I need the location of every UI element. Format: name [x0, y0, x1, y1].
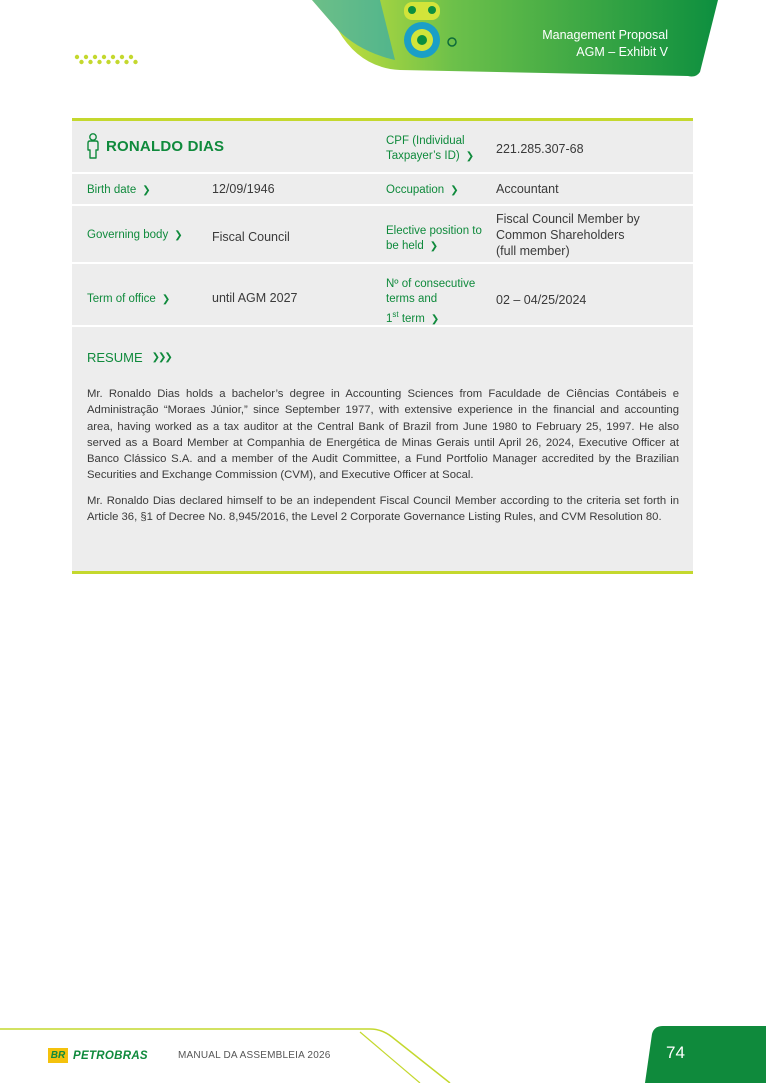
- decorative-dots: [74, 54, 144, 66]
- triple-chevron-icon: ❯❯❯: [151, 352, 171, 363]
- profile-name: [86, 133, 224, 159]
- resume-paragraph-2: Mr. Ronaldo Dias declared himself to be an independent Fiscal Council Member according to the criteria set forth in Article 36, §1 of Decree No. 8,945/2016, the Level 2 Corporate Governance Listing Rules, and CVM Resolution 80.: [87, 495, 679, 524]
- person-icon: [86, 133, 100, 159]
- elective-position-label: [386, 224, 482, 254]
- birth-date-label: [87, 183, 151, 198]
- profile-card: [72, 118, 693, 574]
- cpf-value: 221.285.307-68: [496, 142, 584, 156]
- consec-label-line3: 1: [386, 312, 393, 325]
- term-of-office-label-text: Term of office: [87, 293, 156, 305]
- resume-paragraph-1: Mr. Ronaldo Dias holds a bachelor’s degree in Accounting Sciences from Faculdade de Ciências Contábeis e Administração “Moraes Júnior,” since September 1977, with extensive experience in the financial and accounting area, having worked as a tax auditor at the Central Bank of Brazil from June 1980 to February 25, 1997. He also served as a Board Member at Companhia de Energética de Minas Gerais until April 26, 2024, Executive Officer at Banco Clássico S.A. and a member of the Audit Committee, a Fund Portfolio Manager accredited by the Brazilian Securities and Exchange Commission (CVM), and Executive Officer at Socal.: [87, 388, 679, 482]
- occupation-value: Accountant: [496, 182, 559, 196]
- br-logo-mark: BR: [48, 1048, 68, 1063]
- page-number: 74: [666, 1043, 685, 1062]
- governing-body-label: [87, 228, 183, 243]
- consec-label-line1: Nº of consecutive: [386, 278, 476, 290]
- footer-manual-title: MANUAL DA ASSEMBLEIA 2026: [178, 1050, 331, 1061]
- consec-label-rest: term: [398, 312, 425, 325]
- cpf-label-line2: Taxpayer’s ID): [386, 150, 460, 162]
- consecutive-terms-value: 02 – 04/25/2024: [496, 293, 587, 307]
- term-of-office-label: [87, 292, 170, 307]
- chevron-right-icon: ❯: [430, 313, 440, 325]
- header-title: [542, 27, 668, 61]
- governing-body-label-text: Governing body: [87, 229, 169, 241]
- petrobras-wordmark: PETROBRAS: [73, 1049, 148, 1062]
- term-of-office-value: until AGM 2027: [212, 291, 298, 305]
- elective-label-line1: Elective position to: [386, 225, 482, 237]
- birth-date-label-text: Birth date: [87, 184, 137, 196]
- chevron-right-icon: ❯: [174, 230, 183, 241]
- consec-label-sup: st: [392, 310, 399, 319]
- chevron-right-icon: ❯: [450, 185, 459, 196]
- profile-row-term: [72, 264, 693, 327]
- resume-label: RESUME: [87, 350, 143, 365]
- consec-label-line2: terms and: [386, 293, 438, 305]
- birth-date-value: 12/09/1946: [212, 182, 275, 196]
- consecutive-terms-label: [386, 277, 475, 327]
- governing-body-value: Fiscal Council: [212, 230, 290, 244]
- elective-value-line2: Common Shareholders: [496, 228, 625, 242]
- profile-row-birth: [72, 174, 693, 206]
- profile-row-governing: [72, 206, 693, 264]
- occupation-label: [386, 183, 459, 198]
- header-title-line2: AGM – Exhibit V: [576, 45, 668, 59]
- profile-row-name: [72, 121, 693, 174]
- elective-label-line2: be held: [386, 240, 424, 252]
- elective-position-value: [496, 211, 640, 259]
- chevron-right-icon: ❯: [161, 294, 171, 305]
- petrobras-logo: [48, 1048, 148, 1063]
- chevron-right-icon: ❯: [142, 185, 151, 196]
- cpf-label-line1: CPF (Individual: [386, 135, 465, 147]
- chevron-right-icon: ❯: [429, 241, 439, 252]
- elective-value-line3: (full member): [496, 244, 570, 258]
- header-title-line1: Management Proposal: [542, 28, 668, 42]
- elective-value-line1: Fiscal Council Member by: [496, 212, 640, 226]
- resume-heading: [87, 350, 171, 365]
- cpf-label: [386, 134, 474, 164]
- occupation-label-text: Occupation: [386, 184, 445, 196]
- chevron-right-icon: ❯: [465, 151, 475, 162]
- profile-name-text: RONALDO DIAS: [106, 137, 225, 155]
